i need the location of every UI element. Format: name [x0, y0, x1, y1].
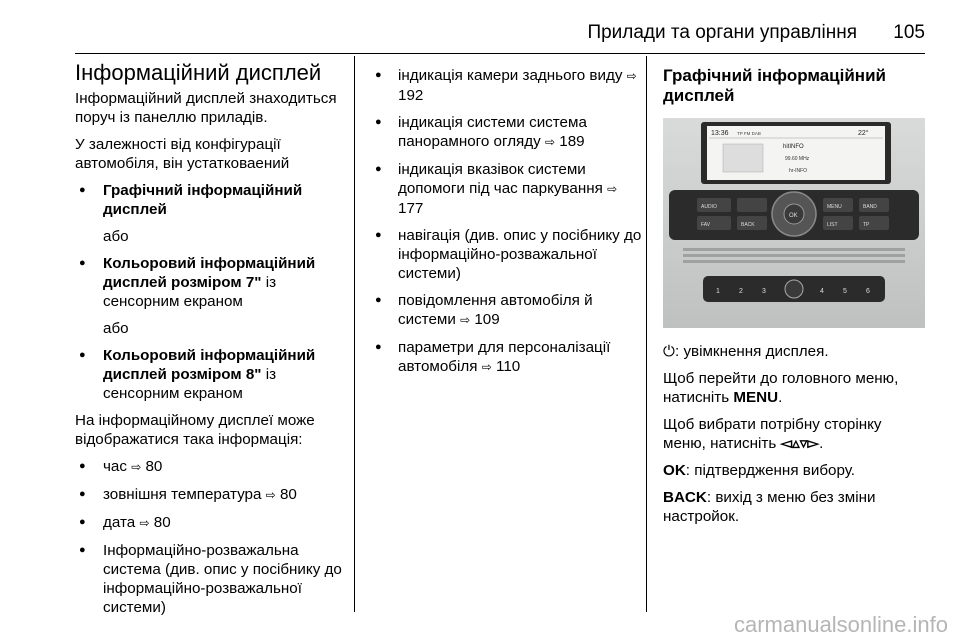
page-header [75, 22, 925, 62]
feature-text: індикація вказівок системи допомоги під час паркування [398, 161, 603, 197]
section-heading: Інформаційний дисплей [75, 60, 322, 85]
xref-arrow-icon: ⇨ [481, 360, 492, 374]
page-ref[interactable]: 80 [153, 514, 171, 531]
screen-time: 13:36 [711, 130, 729, 137]
feature-text: індикація системи система панорамного огляду [398, 114, 587, 150]
preset-4: 4 [820, 288, 824, 295]
radio-panel-illustration [663, 118, 925, 328]
ok-text: : підтвердження вибору. [685, 462, 856, 479]
screen-status: TP FM DAB [737, 131, 761, 136]
btn-menu: MENU [827, 204, 842, 210]
or-text: або [103, 228, 129, 245]
column-1 [75, 60, 347, 625]
menu-key: MENU [733, 389, 779, 406]
btn-tp: TP [863, 222, 870, 228]
preset-5: 5 [843, 288, 847, 295]
nav-text: Щоб вибрати потрібну сторінку меню, натисніть [663, 416, 882, 452]
page-ref[interactable]: 109 [474, 311, 500, 328]
arrow-keys-icon: ◅▵▿▻ [780, 435, 820, 452]
preset-2: 2 [739, 288, 743, 295]
list-item [75, 346, 347, 403]
power-icon: ⏻ [663, 343, 676, 360]
btn-back: BACK [741, 222, 755, 228]
xref-arrow-icon: ⇨ [607, 182, 618, 196]
graphic-display-heading: Графічний інформаційний дисплей [663, 66, 886, 105]
btn-fav: FAV [701, 222, 711, 228]
xref-arrow-icon: ⇨ [131, 460, 142, 474]
header-rule [75, 53, 925, 54]
screen-line-2: 99.60 MHz [785, 156, 810, 162]
screen-line-1: hitINFO [783, 144, 804, 150]
btn-band: BAND [863, 204, 877, 210]
watermark: carmanualsonline.info [733, 612, 948, 637]
or-text: або [103, 320, 129, 337]
header-title: Прилади та органи управління [587, 22, 857, 43]
list-item [75, 254, 347, 311]
xref-arrow-icon: ⇨ [265, 488, 276, 502]
xref-arrow-icon: ⇨ [544, 135, 556, 149]
info-item-text: зовнішня температура [103, 486, 262, 503]
nav-punct: . [819, 435, 824, 452]
power-knob [785, 280, 803, 298]
list-item [75, 513, 347, 533]
nav-paragraph [663, 415, 925, 453]
menu-punct: . [778, 389, 783, 406]
back-key: BACK [663, 489, 707, 506]
power-paragraph [663, 342, 925, 361]
page-ref[interactable]: 110 [496, 358, 521, 375]
page-number: 105 [893, 22, 925, 43]
display-type-name: Графічний інформаційний дисплей [103, 182, 303, 218]
display-types-list-2 [75, 254, 347, 311]
btn-list: LIST [827, 222, 838, 228]
display-type-name: Кольоровий інформаційний дисплей розміром 8" [103, 347, 316, 383]
preset-6: 6 [866, 288, 870, 295]
screen-temp: 22° [858, 130, 869, 137]
btn-audio: AUDIO [701, 204, 717, 210]
info-item-text: дата [103, 514, 136, 531]
back-paragraph [663, 488, 925, 526]
display-type-detail: із сенсорним екраном [103, 366, 277, 402]
column-3 [663, 66, 925, 534]
list-item [372, 66, 642, 105]
page-ref[interactable]: 177 [398, 200, 424, 217]
list-item [75, 485, 347, 505]
intro-paragraph: Інформаційний дисплей знаходиться поруч із панеллю приладів. [75, 90, 337, 126]
screen-line-3: hr-INFO [789, 168, 808, 174]
page-ref[interactable]: 189 [559, 133, 585, 150]
display-type-name: Кольоровий інформаційний дисплей розміром 7" [103, 255, 316, 291]
info-item-text: час [103, 458, 127, 475]
config-paragraph: У залежності від конфігурації автомобіля, він устатковаений [75, 136, 290, 172]
feature-text: індикація камери заднього виду [398, 67, 623, 84]
preset-3: 3 [762, 288, 766, 295]
info-item-text: Інформаційно-розважальна система (див. опис у посібнику до інформаційно-розважальної системи) [103, 542, 342, 616]
column-divider-2 [646, 56, 647, 612]
xref-arrow-icon: ⇨ [139, 516, 150, 530]
page-ref[interactable]: 80 [279, 486, 297, 503]
btn-ok: OK [789, 213, 798, 219]
list-item [372, 291, 642, 330]
features-list [372, 66, 642, 377]
display-types-list [75, 181, 347, 219]
ok-key: OK [663, 462, 686, 479]
info-paragraph: На інформаційному дисплеї може відображатися така інформація: [75, 412, 315, 448]
page-ref[interactable]: 192 [398, 87, 424, 104]
back-text: : вихід з меню без зміни настройок. [663, 489, 876, 525]
list-item [372, 113, 642, 152]
info-list [75, 457, 347, 617]
list-item [75, 541, 347, 617]
feature-text: навігація (див. опис у посібнику до інформаційно-розважальної системи) [398, 227, 642, 282]
xref-arrow-icon: ⇨ [460, 313, 471, 327]
list-item [75, 181, 347, 219]
feature-text: повідомлення автомобіля й системи [398, 292, 593, 328]
menu-paragraph [663, 369, 925, 407]
power-text: : увімкнення дисплея. [675, 343, 829, 360]
ok-paragraph [663, 461, 925, 480]
menu-text: Щоб перейти до головного меню, натисніть [663, 370, 899, 406]
display-types-list-3 [75, 346, 347, 403]
page-ref[interactable]: 80 [145, 458, 163, 475]
xref-arrow-icon: ⇨ [626, 69, 637, 83]
list-item [372, 226, 642, 283]
list-item [75, 457, 347, 477]
column-2 [372, 66, 642, 385]
column-divider-1 [354, 56, 355, 612]
list-item [372, 160, 642, 218]
list-item [372, 338, 642, 377]
preset-1: 1 [716, 288, 720, 295]
display-type-detail: із сенсорним екраном [103, 274, 277, 310]
feature-text: параметри для персоналізації автомобіля [398, 339, 611, 375]
display-panel-figure [663, 118, 925, 328]
